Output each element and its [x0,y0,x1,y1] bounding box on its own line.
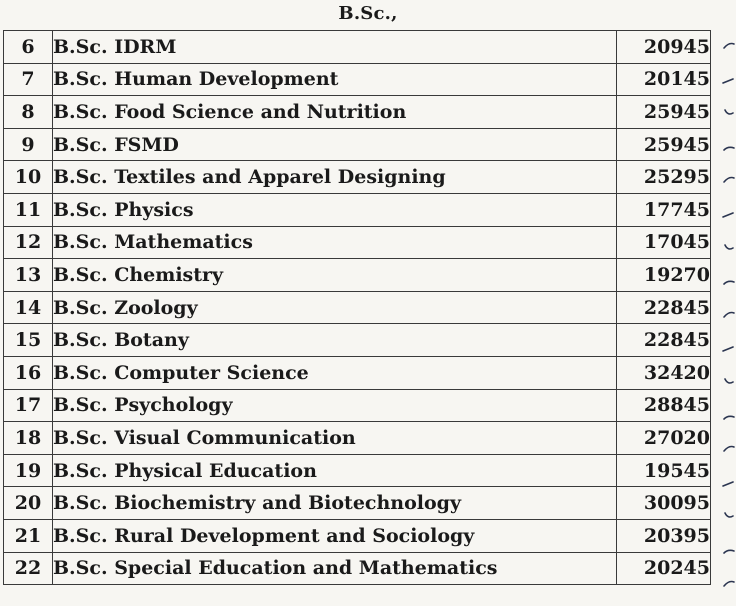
handwritten-tick-marks [722,30,736,600]
pen-tick-mark [722,208,736,220]
table-row [4,356,711,389]
serial-number: 18 [4,422,53,455]
serial-number: 17 [4,389,53,422]
pen-tick-mark [722,578,736,590]
table-row [4,324,711,357]
pen-tick-mark [722,275,736,287]
serial-number: 8 [4,96,53,129]
serial-number: 10 [4,161,53,194]
course-name: B.Sc. Zoology [53,291,617,324]
serial-number: 11 [4,193,53,226]
table-row [4,259,711,292]
course-fee: 25945 [617,96,711,129]
course-fee: 28845 [617,389,711,422]
pen-tick-mark [722,309,736,321]
table-row [4,487,711,520]
pen-tick-mark [722,544,736,556]
course-name: B.Sc. Rural Development and Sociology [53,519,617,552]
section-heading: B.Sc., [338,3,398,24]
course-name: B.Sc. FSMD [53,128,617,161]
course-fee: 17045 [617,226,711,259]
pen-tick-mark [722,342,736,354]
serial-number: 20 [4,487,53,520]
fee-table [3,30,711,585]
course-fee: 22845 [617,291,711,324]
table-row [4,193,711,226]
course-name: B.Sc. Special Education and Mathematics [53,552,617,585]
serial-number: 6 [4,31,53,64]
course-name: B.Sc. Botany [53,324,617,357]
table-row [4,96,711,129]
serial-number: 16 [4,356,53,389]
course-fee: 27020 [617,422,711,455]
course-fee: 17745 [617,193,711,226]
pen-tick-mark [722,74,736,86]
course-fee: 20145 [617,63,711,96]
table-row [4,422,711,455]
serial-number: 7 [4,63,53,96]
course-name: B.Sc. Human Development [53,63,617,96]
pen-tick-mark [722,40,736,52]
serial-number: 19 [4,454,53,487]
course-name: B.Sc. Computer Science [53,356,617,389]
course-fee: 20245 [617,552,711,585]
table-row [4,128,711,161]
course-fee: 19545 [617,454,711,487]
course-fee: 22845 [617,324,711,357]
course-fee: 30095 [617,487,711,520]
pen-tick-mark [722,510,736,522]
serial-number: 9 [4,128,53,161]
course-name: B.Sc. Biochemistry and Biotechnology [53,487,617,520]
course-fee: 25945 [617,128,711,161]
table-row [4,389,711,422]
serial-number: 12 [4,226,53,259]
course-fee: 19270 [617,259,711,292]
serial-number: 22 [4,552,53,585]
serial-number: 14 [4,291,53,324]
course-fee: 20945 [617,31,711,64]
course-name: B.Sc. Physics [53,193,617,226]
course-name: B.Sc. Mathematics [53,226,617,259]
pen-tick-mark [722,174,736,186]
course-fee: 32420 [617,356,711,389]
serial-number: 13 [4,259,53,292]
table-row [4,161,711,194]
table-row [4,63,711,96]
course-name: B.Sc. Food Science and Nutrition [53,96,617,129]
pen-tick-mark [722,410,736,422]
pen-tick-mark [722,376,736,388]
course-name: B.Sc. Visual Communication [53,422,617,455]
table-row [4,454,711,487]
course-name: B.Sc. Psychology [53,389,617,422]
course-fee: 20395 [617,519,711,552]
serial-number: 21 [4,519,53,552]
pen-tick-mark [722,141,736,153]
table-row [4,226,711,259]
table-row [4,31,711,64]
course-fee: 25295 [617,161,711,194]
table-row [4,519,711,552]
serial-number: 15 [4,324,53,357]
pen-tick-mark [722,477,736,489]
course-name: B.Sc. Textiles and Apparel Designing [53,161,617,194]
course-name: B.Sc. IDRM [53,31,617,64]
pen-tick-mark [722,242,736,254]
table-row [4,291,711,324]
pen-tick-mark [722,107,736,119]
table-row [4,552,711,585]
course-name: B.Sc. Chemistry [53,259,617,292]
pen-tick-mark [722,443,736,455]
course-name: B.Sc. Physical Education [53,454,617,487]
